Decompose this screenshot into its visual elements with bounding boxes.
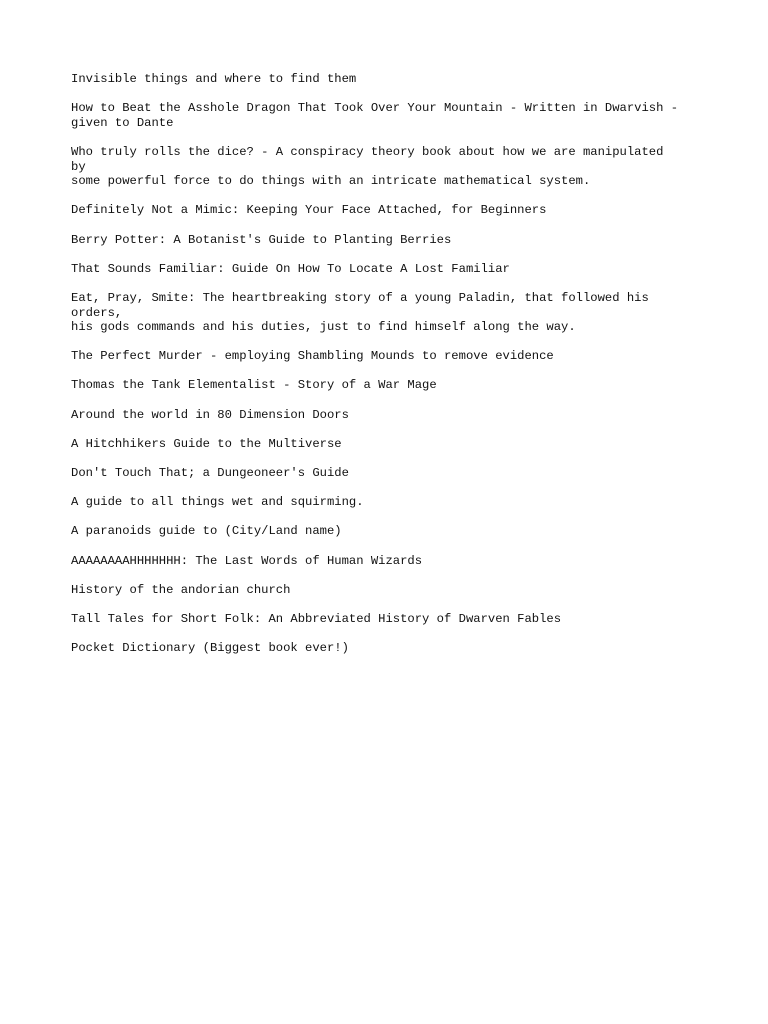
book-title-entry: How to Beat the Asshole Dragon That Took Over Your Mountain - Written in Dwarvish - given to Dante (71, 101, 679, 130)
book-title-entry: Definitely Not a Mimic: Keeping Your Face Attached, for Beginners (71, 203, 547, 218)
book-title-entry: A Hitchhikers Guide to the Multiverse (71, 436, 342, 451)
book-title-entry: Thomas the Tank Elementalist - Story of a War Mage (71, 378, 437, 393)
book-title-entry: A paranoids guide to (City/Land name) (71, 524, 342, 539)
book-title-entry: Eat, Pray, Smite: The heartbreaking story of a young Paladin, that followed his orders, his gods commands and his duties, just to find himself along the way. (71, 290, 649, 335)
book-title-entry: Tall Tales for Short Folk: An Abbreviated History of Dwarven Fables (71, 611, 562, 626)
book-title-entry: Berry Potter: A Botanist's Guide to Planting Berries (71, 232, 452, 247)
book-title-entry: Who truly rolls the dice? - A conspiracy theory book about how we are manipulated by some powerful force to do things with an intricate mathematical system. (71, 144, 664, 189)
book-title-entry: Around the world in 80 Dimension Doors (71, 407, 349, 422)
book-title-list (71, 72, 708, 656)
book-title-entry: That Sounds Familiar: Guide On How To Locate A Lost Familiar (71, 261, 510, 276)
book-title-entry: A guide to all things wet and squirming. (71, 495, 364, 510)
book-title-entry: The Perfect Murder - employing Shambling Mounds to remove evidence (71, 349, 554, 364)
book-title-entry: Don't Touch That; a Dungeoneer's Guide (71, 466, 349, 481)
book-title-entry: History of the andorian church (71, 582, 291, 597)
book-title-entry: AAAAAAAAHHHHHHH: The Last Words of Human Wizards (71, 553, 423, 568)
book-title-entry: Pocket Dictionary (Biggest book ever!) (71, 641, 349, 656)
book-title-entry: Invisible things and where to find them (71, 72, 357, 86)
